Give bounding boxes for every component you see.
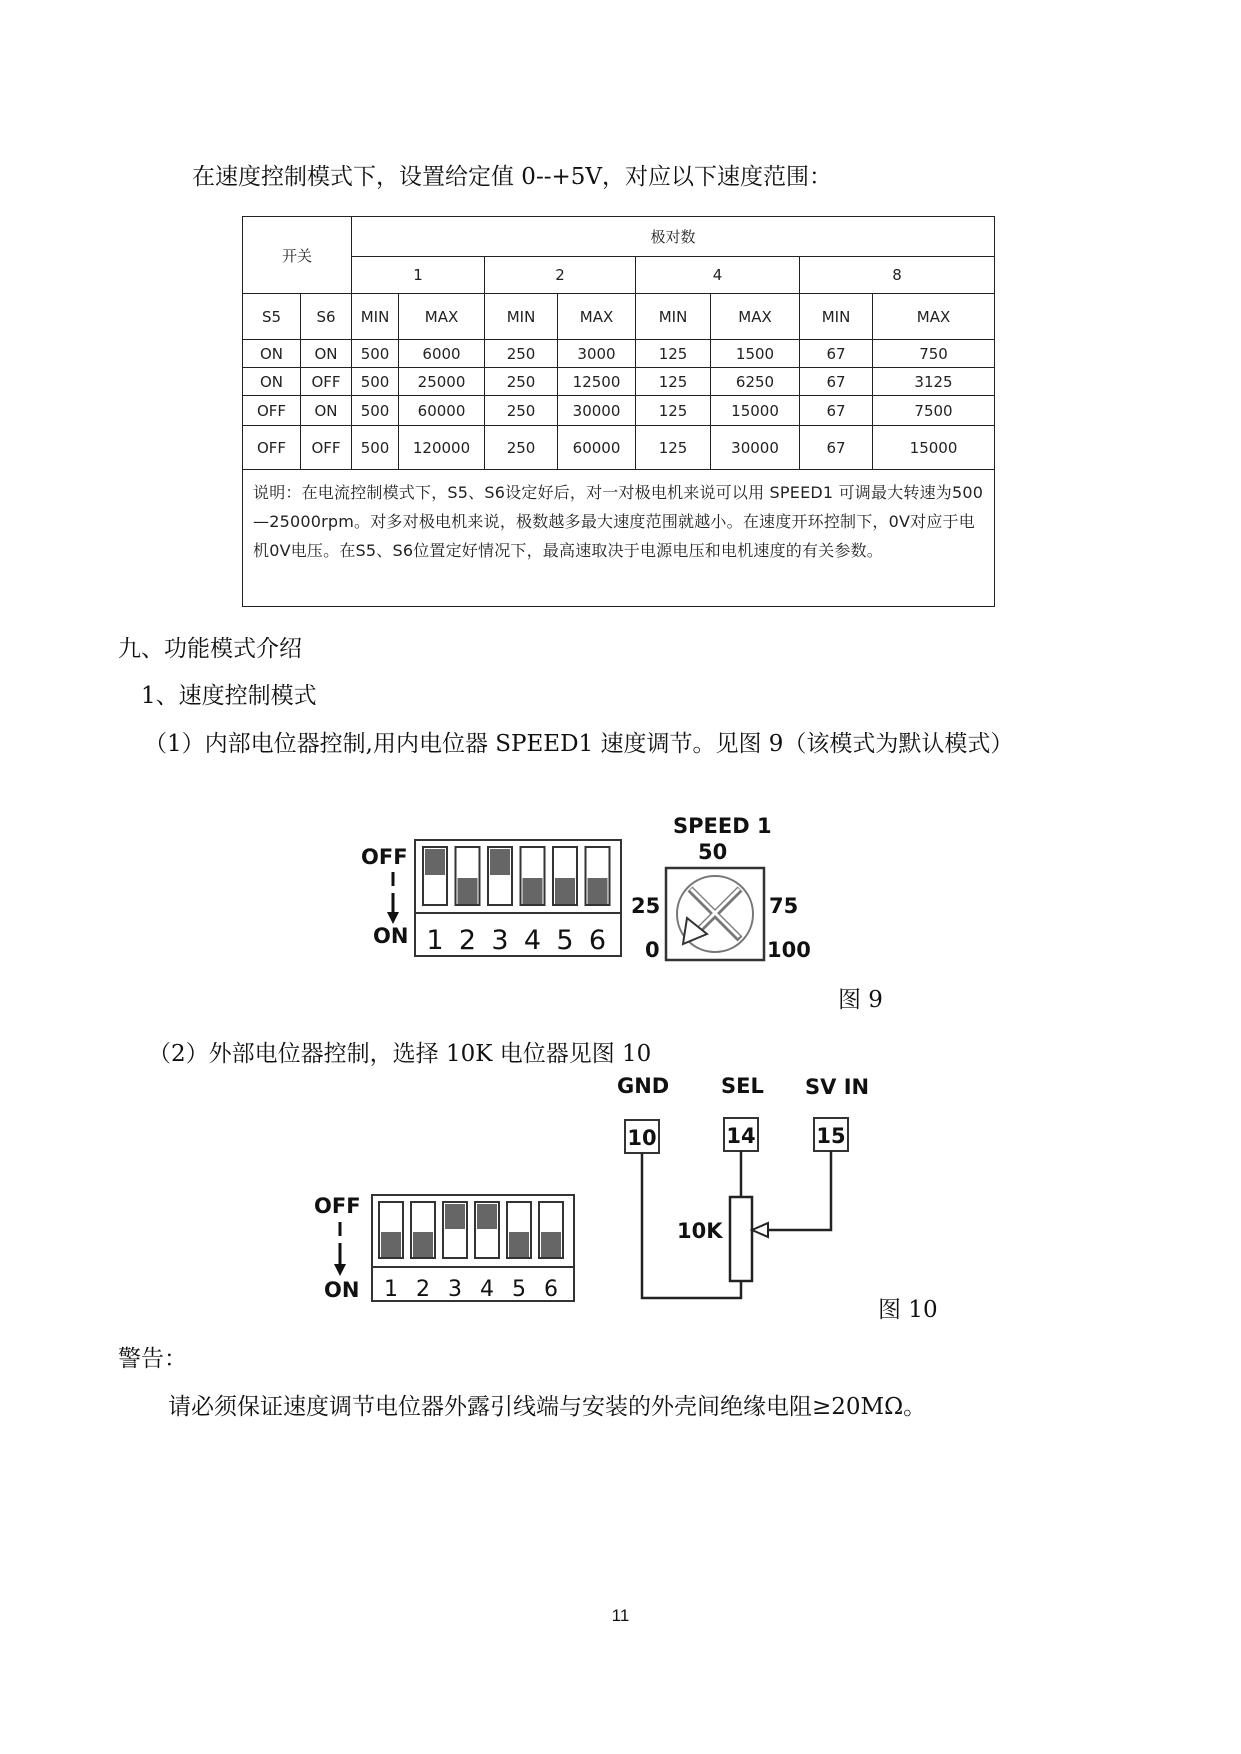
pot-title: SPEED 1 [673,814,772,838]
table-cell: 3125 [873,368,995,396]
terminal-sv-in-pin: 15 [816,1124,846,1148]
warning-text: 请必须保证速度调节电位器外露引线端与安装的外壳间绝缘电阻≥20MΩ。 [168,1394,927,1420]
off-label: OFF [361,845,408,869]
pot-label-100: 100 [767,938,811,962]
table-cell: 67 [800,340,873,368]
table-cell: 500 [352,340,399,368]
item-2-text: （2）外部电位器控制，选择 10K 电位器见图 10 [148,1041,652,1067]
speed-range-table [242,216,995,607]
min-header: MIN [352,294,399,340]
figure-9-caption: 图 9 [838,987,883,1013]
dip-switch-4 [475,1202,499,1258]
on-label: ON [324,1278,360,1302]
pot-label-0: 0 [645,938,660,962]
pot-label-75: 75 [769,894,799,918]
figure-9-diagram [355,800,875,970]
table-cell: 120000 [399,426,485,470]
pot-label-50: 50 [698,840,728,864]
dip-switch-1 [423,847,447,905]
table-cell: 750 [873,340,995,368]
table-cell: 60000 [558,426,636,470]
terminal-gnd-label: GND [617,1074,670,1098]
dip-switch-number: 4 [480,1277,494,1302]
table-cell: 250 [485,426,558,470]
dip-switch-number: 3 [491,925,509,956]
section-title: 九、功能模式介绍 [118,636,302,662]
table-cell: 250 [485,396,558,426]
table-row [243,426,995,470]
direction-arrow-icon [387,872,399,924]
pole-pair-1: 1 [352,257,485,294]
table-cell: 500 [352,426,399,470]
table-cell: 15000 [873,426,995,470]
dip-switch-6 [586,847,610,905]
cell-s5: OFF [243,426,301,470]
cell-s6: OFF [301,426,352,470]
table-cell: 25000 [399,368,485,396]
s6-header: S6 [301,294,352,340]
off-label: OFF [314,1194,361,1218]
terminal-gnd-pin: 10 [627,1126,657,1150]
table-row [243,340,995,368]
dip-switch-2 [456,847,480,905]
table-cell: 500 [352,368,399,396]
dip-switch-number: 1 [426,925,444,956]
dip-switch-number: 1 [384,1277,398,1302]
table-cell: 250 [485,340,558,368]
terminal-sv-in-label: SV IN [805,1075,870,1099]
table-cell: 15000 [711,396,800,426]
table-cell: 125 [636,426,711,470]
dip-switch-number: 2 [458,925,477,956]
dip-switch-5 [507,1202,531,1258]
max-header: MAX [399,294,485,340]
pole-pairs-header: 极对数 [352,217,995,257]
table-cell: 67 [800,396,873,426]
min-header: MIN [800,294,873,340]
figure-10-diagram [300,1070,920,1310]
dip-switch-number: 5 [512,1277,526,1302]
table-cell: 6250 [711,368,800,396]
direction-arrow-icon [334,1222,346,1276]
pole-pair-2: 2 [485,257,636,294]
max-header: MAX [873,294,995,340]
dip-switch-number: 6 [588,925,607,956]
terminal-sel-label: SEL [721,1074,764,1098]
table-cell: 67 [800,368,873,396]
resistor-label: 10K [677,1219,723,1243]
dip-switch-1 [379,1202,403,1258]
table-cell: 30000 [711,426,800,470]
dip-switch-number: 5 [556,925,574,956]
max-header: MAX [711,294,800,340]
dip-switch-number: 6 [544,1277,558,1302]
page-number: 11 [611,1606,630,1625]
subsection-title: 1、速度控制模式 [141,683,317,709]
table-cell: 500 [352,396,399,426]
pole-pair-8: 8 [800,257,995,294]
table-cell: 30000 [558,396,636,426]
warning-title: 警告： [118,1346,187,1372]
max-header: MAX [558,294,636,340]
table-cell: 67 [800,426,873,470]
table-cell: 60000 [399,396,485,426]
dip-switch-2 [411,1202,435,1258]
terminal-sel [721,1074,764,1151]
table-cell: 1500 [711,340,800,368]
cell-s6: OFF [301,368,352,396]
dip-switch-6 [539,1202,563,1258]
intro-text: 在速度控制模式下，设置给定值 0--+5V，对应以下速度范围： [192,164,833,190]
table-cell: 125 [636,368,711,396]
cell-s6: ON [301,340,352,368]
table-row [243,368,995,396]
dip-switch-number: 4 [523,925,542,956]
min-header: MIN [636,294,711,340]
table-cell: 125 [636,396,711,426]
on-label: ON [373,924,409,948]
switch-header: 开关 [243,217,352,294]
pot-label-25: 25 [631,894,661,918]
dip-switch-number: 3 [448,1277,462,1302]
cell-s5: ON [243,368,301,396]
s5-header: S5 [243,294,301,340]
pole-pair-4: 4 [636,257,800,294]
terminal-sel-pin: 14 [726,1124,756,1148]
table-cell: 3000 [558,340,636,368]
figure-10-caption: 图 10 [878,1297,938,1323]
dip-switch-5 [553,847,577,905]
cell-s5: OFF [243,396,301,426]
terminal-gnd [617,1074,669,1153]
dip-switch-3 [488,847,512,905]
table-cell: 6000 [399,340,485,368]
table-cell: 12500 [558,368,636,396]
resistor-10k-icon [730,1197,786,1281]
cell-s5: ON [243,340,301,368]
item-1-text: （1）内部电位器控制,用内电位器 SPEED1 速度调节。见图 9（该模式为默认模式） [144,731,1014,757]
terminal-sv-in [805,1075,869,1151]
table-cell: 250 [485,368,558,396]
cell-s6: ON [301,396,352,426]
potentiometer-knob-icon [666,868,764,960]
table-cell: 7500 [873,396,995,426]
table-note: 说明：在电流控制模式下，S5、S6设定好后，对一对极电机来说可以用 SPEED1 可调最大转速为500—25000rpm。对多对极电机来说，极数越多最大速度范围就越小。在速度开环控制下，0V对应于电机0V电压。在S5、S6位置定好情况下，最高速取决于电源电压和电机速度的有关参数。 [243,470,995,607]
min-header: MIN [485,294,558,340]
table-row [243,396,995,426]
dip-switch-number: 2 [416,1277,430,1302]
table-cell: 125 [636,340,711,368]
dip-switch-3 [443,1202,467,1258]
dip-switch-4 [521,847,545,905]
